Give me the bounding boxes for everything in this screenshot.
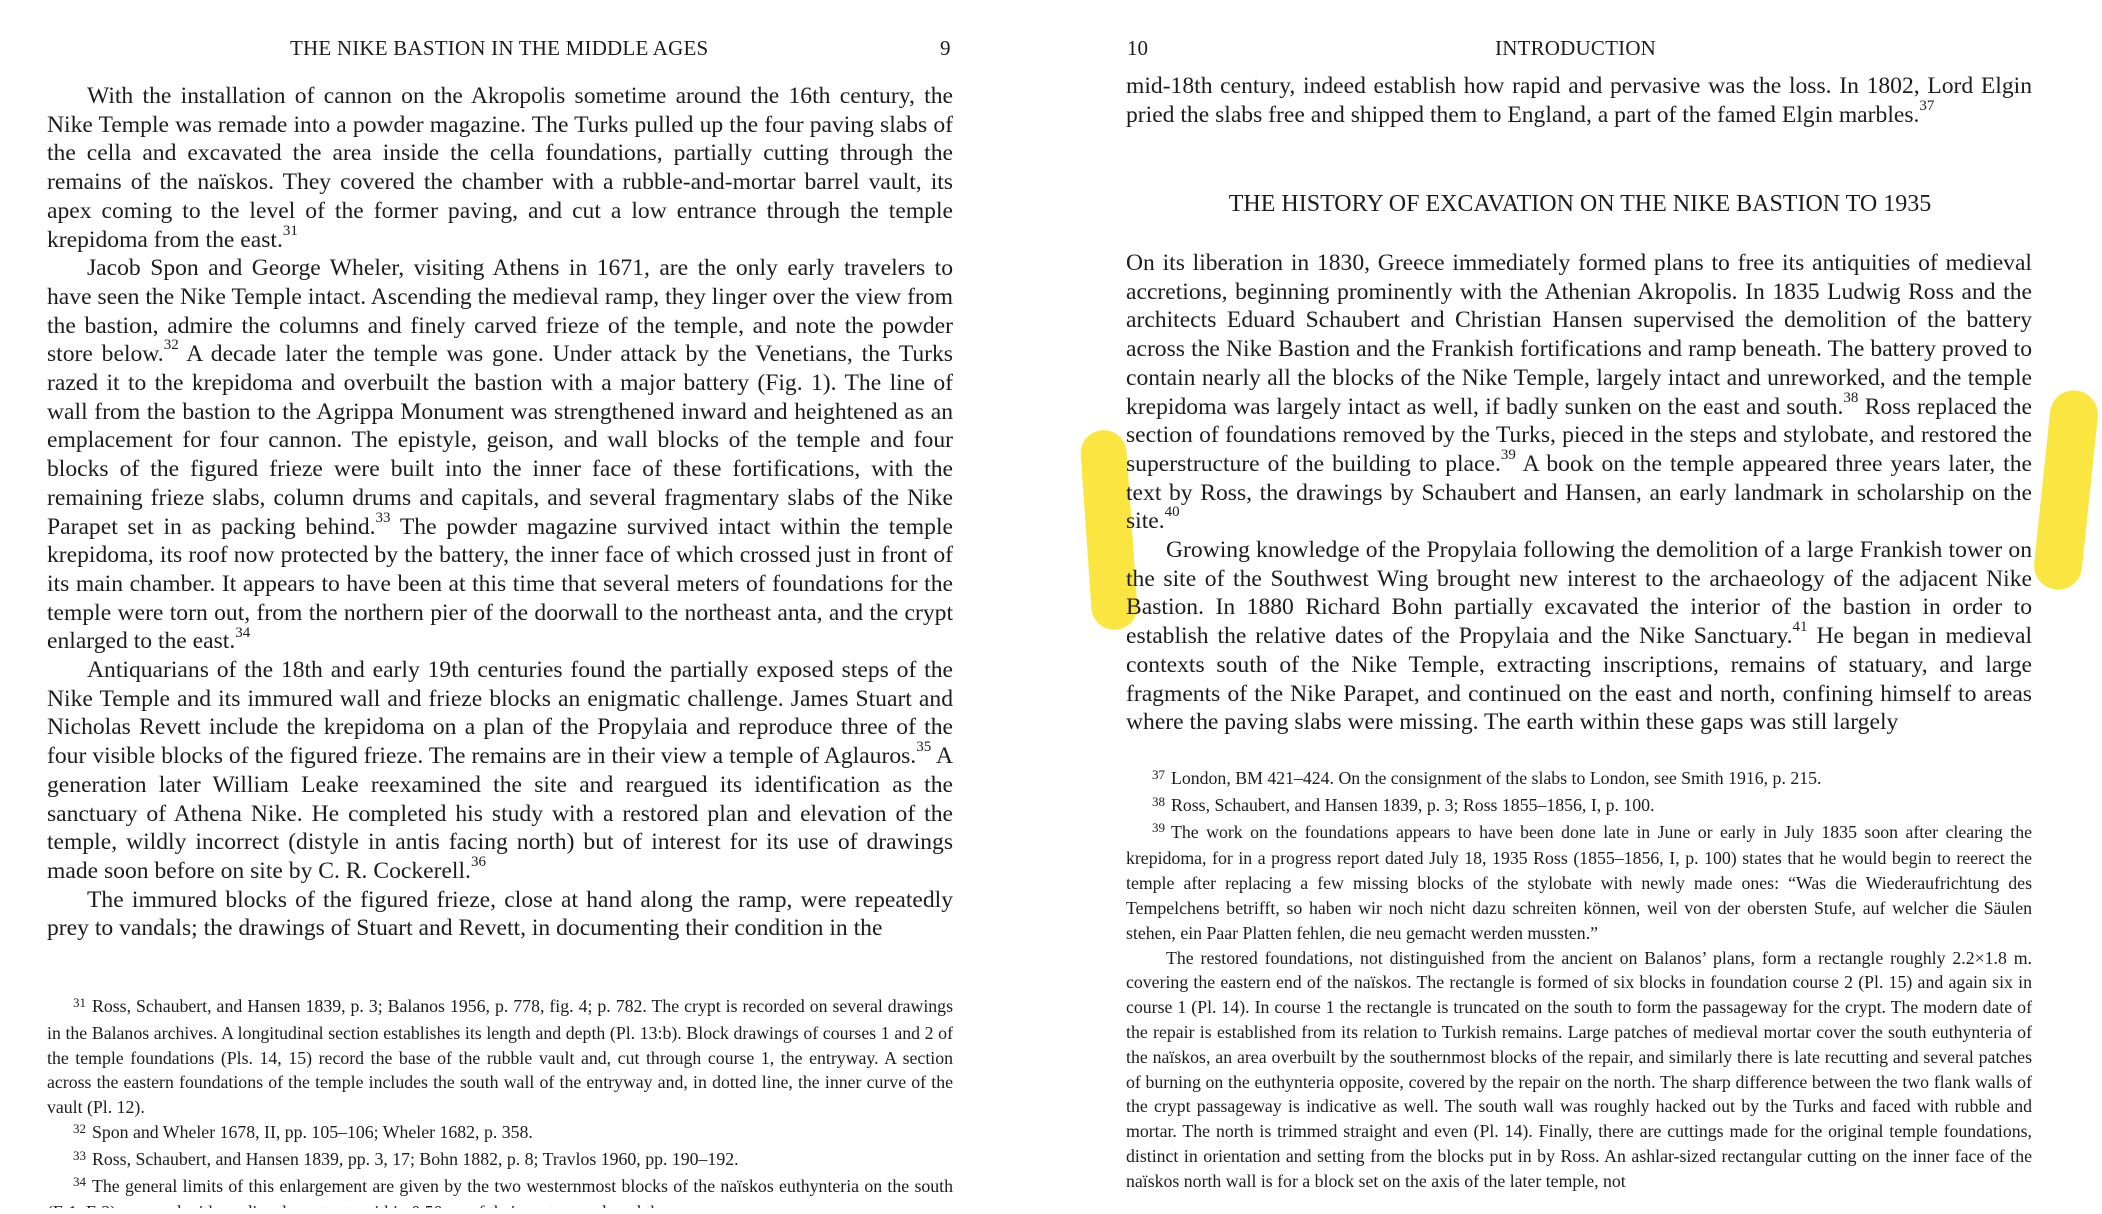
footnote: $^{34}$ The general limits of this enlargement are given by the two westernmost blocks of the naïskos euthynteria on the south [73, 1174, 953, 1196]
footnote-ref[interactable]: 38 [1843, 389, 1859, 406]
running-head: THE NIKE BASTION IN THE MIDDLE AGES [290, 36, 709, 60]
footnote: $^{31}$ Ross, Schaubert, and Hansen 1839, p. 3; Balanos 1956, p. 778, fig. 4; p. 782. The crypt is recorded on several drawings in the Balanos archives. A longitudinal section establishes its length and depth (Pl. 13:b). Block drawings of courses 1 and 2 of the temple foundations (Pls. 14, 15) record the base of the rubble vault and, cut through course 1, the entryway. A section across the eastern foundations of the temple includes the south wall of the entryway and, in dotted line, the inner curve of the vault (Pl. 12). [47, 994, 953, 1118]
footnote-ref[interactable]: 40 [1164, 504, 1180, 521]
page-number: 10 [1127, 36, 1148, 60]
footnote: $^{38}$ Ross, Schaubert, and Hansen 1839, p. 3; Ross 1855–1856, I, p. 100. [1152, 793, 1655, 815]
footnote-ref[interactable]: 33 [375, 509, 391, 526]
footnote-ref[interactable]: 34 [235, 624, 251, 641]
footnote: $^{32}$ Spon and Wheler 1678, II, pp. 105–106; Wheler 1682, p. 358. [73, 1120, 533, 1142]
footnote: $^{33}$ Ross, Schaubert, and Hansen 1839, pp. 3, 17; Bohn 1882, p. 8; Travlos 1960, pp. 190–192. [73, 1147, 739, 1169]
paragraph: On its liberation in 1830, Greece immediately formed plans to free its antiquities of medieval accretions, beginning prominently with the Athenian Akropolis. In 1835 Ludwig Ross and the architects Eduard Schaubert and Christian Hansen supervised the demolition of the battery across the Nike Bastion and the Frankish fortifications and ramp beneath. The battery proved to contain nearly all the blocks of the Nike Temple, largely intact and unreworked, and the temple krepidoma was largely intact as well, if badly sunken on the east and south.$^{38}$ Ross replaced the section of foundations removed by the Turks, pieced in the steps and stylobate, and restored the superstructure of the building to place.$^{39}$ A book on the temple appeared three years later, the text by Ross, the drawings by Schaubert and Hansen, an early landmark in scholarship on the site.$^{40}$ [1126, 250, 2032, 535]
paragraph: Jacob Spon and George Wheler, visiting Athens in 1671, are the only early travelers to have seen the Nike Temple intact. Ascending the medieval ramp, they linger over the view from the bastion, admire the columns and finely carved frieze of the temple, and note the powder store below.$^{32}$ A decade later the temple was gone. Under attack by the Venetians, the Turks razed it to the krepidoma and overbuilt the bastion with a major battery (Fig. 1). The line of wall from the bastion to the Agrippa Monument was strengthened inward and heightened as an emplacement for four cannon. The epistyle, geison, and wall blocks of the temple and four blocks of the figured frieze were built into the inner face of these fortifications, with the remaining frieze slabs, column drums and capitals, and several fragmentary slabs of the Nike Parapet set in as packing behind.$^{33}$ The powder magazine survived intact within the temple krepidoma, its roof now protected by the battery, the inner face of which crossed just in front of its main chamber. It appears to have been at this time that several meters of foundations for the temple were torn out, from the northern pier of the doorwall to the northeast anta, and the crypt enlarged to the east.$^{34}$ [47, 255, 953, 655]
paragraph: Antiquarians of the 18th and early 19th centuries found the partially exposed steps of the Nike Temple and its immured wall and frieze blocks an enigmatic challenge. James Stuart and Nicholas Revett include the krepidoma on a plan of the Propylaia and reproduce three of the four visible blocks of the figured frieze. The remains are in their view a temple of Aglauros.$^{35}$ A generation later William Leake reexamined the site and reargued its identification as the sanctuary of Athena Nike. He completed his study with a restored plan and elevation of the temple, wildly incorrect (distyle in antis facing north) but of interest for its use of drawings made soon before on site by C. R. Cockerell.$^{36}$ [47, 657, 953, 884]
page-number: 9 [940, 36, 951, 60]
footnote-ref[interactable]: 39 [1500, 447, 1516, 464]
section-title: THE HISTORY OF EXCAVATION ON THE NIKE BASTION TO 1935 [1228, 191, 1932, 217]
paragraph: Growing knowledge of the Propylaia following the demolition of a large Frankish tower on the site of the Southwest Wing brought new interest to the archaeology of the adjacent Nike Bastion. In 1880 Richard Bohn partially excavated the interior of the bastion in order to establish the relative dates of the Propylaia and the Nike Sanctuary.$^{41}$ He began in medieval contexts south of the Nike Temple, extracting inscriptions, remains of statuary, and large fragments of the Nike Parapet, and continued on the east and north, confining himself to areas where the paving slabs were missing. The earth within these gaps was still largely [1126, 537, 2033, 736]
footnote-ref[interactable]: 36 [470, 854, 486, 871]
highlighter-mark-right [2032, 388, 2101, 592]
carryover-text [1126, 72, 2032, 129]
paragraph: The immured blocks of the figured frieze, close at hand along the ramp, were repeatedly prey to vandals; the drawings of Stuart and Revett, in documenting their condition in the [47, 886, 953, 942]
footnote-continuation: The restored foundations, not distinguished from the ancient on Balanos’ plans, form a rectangle roughly 2.2×1.8 m. covering the eastern end of the naïskos. The rectangle is formed of six blocks in foundation course 2 (Pl. 15) and again six in course 1 (Pl. 14). In course 1 the rectangle is truncated on the south to form the passageway for the crypt. The modern date of the repair is established from its relation to Turkish remains. Large patches of medieval mortar cover the south euthynteria of the naïskos, an area overbuilt by the southernmost blocks of the repair, and similarly there is late recutting and several patches of burning on the euthynteria opposite, covered by the repair on the north. The sharp difference between the two flank walls of the crypt passageway is indicative as well. The south wall was roughly hacked out by the Turks and faced with rubble and mortar. The north is trimmed straight and even (Pl. 14). Finally, there are cuttings made for the original temple foundations, distinct in orientation and setting from the blocks put in by Ross. An ashlar-sized rectangular cutting on the inner face of the naïskos north wall is for a block set on the axis of the later temple, not [1126, 947, 2032, 1191]
left-page [0, 0, 1000, 1214]
footnote-ref[interactable]: 31 [282, 222, 298, 239]
paragraph: With the installation of cannon on the Akropolis sometime around the 16th century, the Nike Temple was remade into a powder magazine. The Turks pulled up the four paving slabs of the cella and excavated the area inside the cella foundations, partially cutting through the remains of the naïskos. They covered the chamber with a rubble-and-mortar barrel vault, its apex coming to the level of the former paving, and cut a low entrance through the temple krepidoma from the east.$^{31}$ [47, 83, 953, 253]
page-edge [0, 1208, 2102, 1214]
footnotes [1126, 766, 2032, 1194]
running-head: INTRODUCTION [1495, 36, 1657, 60]
main-text [47, 82, 953, 943]
paragraph: mid-18th century, indeed establish how rapid and pervasive was the loss. In 1802, Lord Elgin pried the slabs free and shipped them to England, a part of the famed Elgin marbles.$^{37}$ [1126, 73, 2032, 128]
footnote: $^{39}$ The work on the foundations appears to have been done late in June or early in July 1835 soon after clearing the krepidoma, for in a progress report dated July 18, 1935 Ross (1855–1856, I, p. 100) states that he would begin to reerect the temple after replacing a few missing blocks of the stylobate with newly made ones: “Was die Wiederaufrichtung des Tempelchens betrifft, so haben wir noch nicht dazu schreiten können, weil von der obersten Stufe, auf welcher die Säulen stehen, ein Paar Platten fehlen, die neu gemacht werden mussten.” [1126, 820, 2032, 943]
footnote-ref[interactable]: 37 [1919, 97, 1935, 114]
footnote-ref[interactable]: 32 [163, 337, 179, 354]
footnotes [47, 994, 953, 1214]
footnote: $^{37}$ London, BM 421–424. On the consignment of the slabs to London, see Smith 1916, p. 215. [1152, 766, 1822, 788]
footnote-ref[interactable]: 41 [1792, 619, 1808, 636]
right-page [1052, 0, 2102, 1214]
main-text [1126, 249, 2032, 737]
footnote-ref[interactable]: 35 [916, 739, 932, 756]
